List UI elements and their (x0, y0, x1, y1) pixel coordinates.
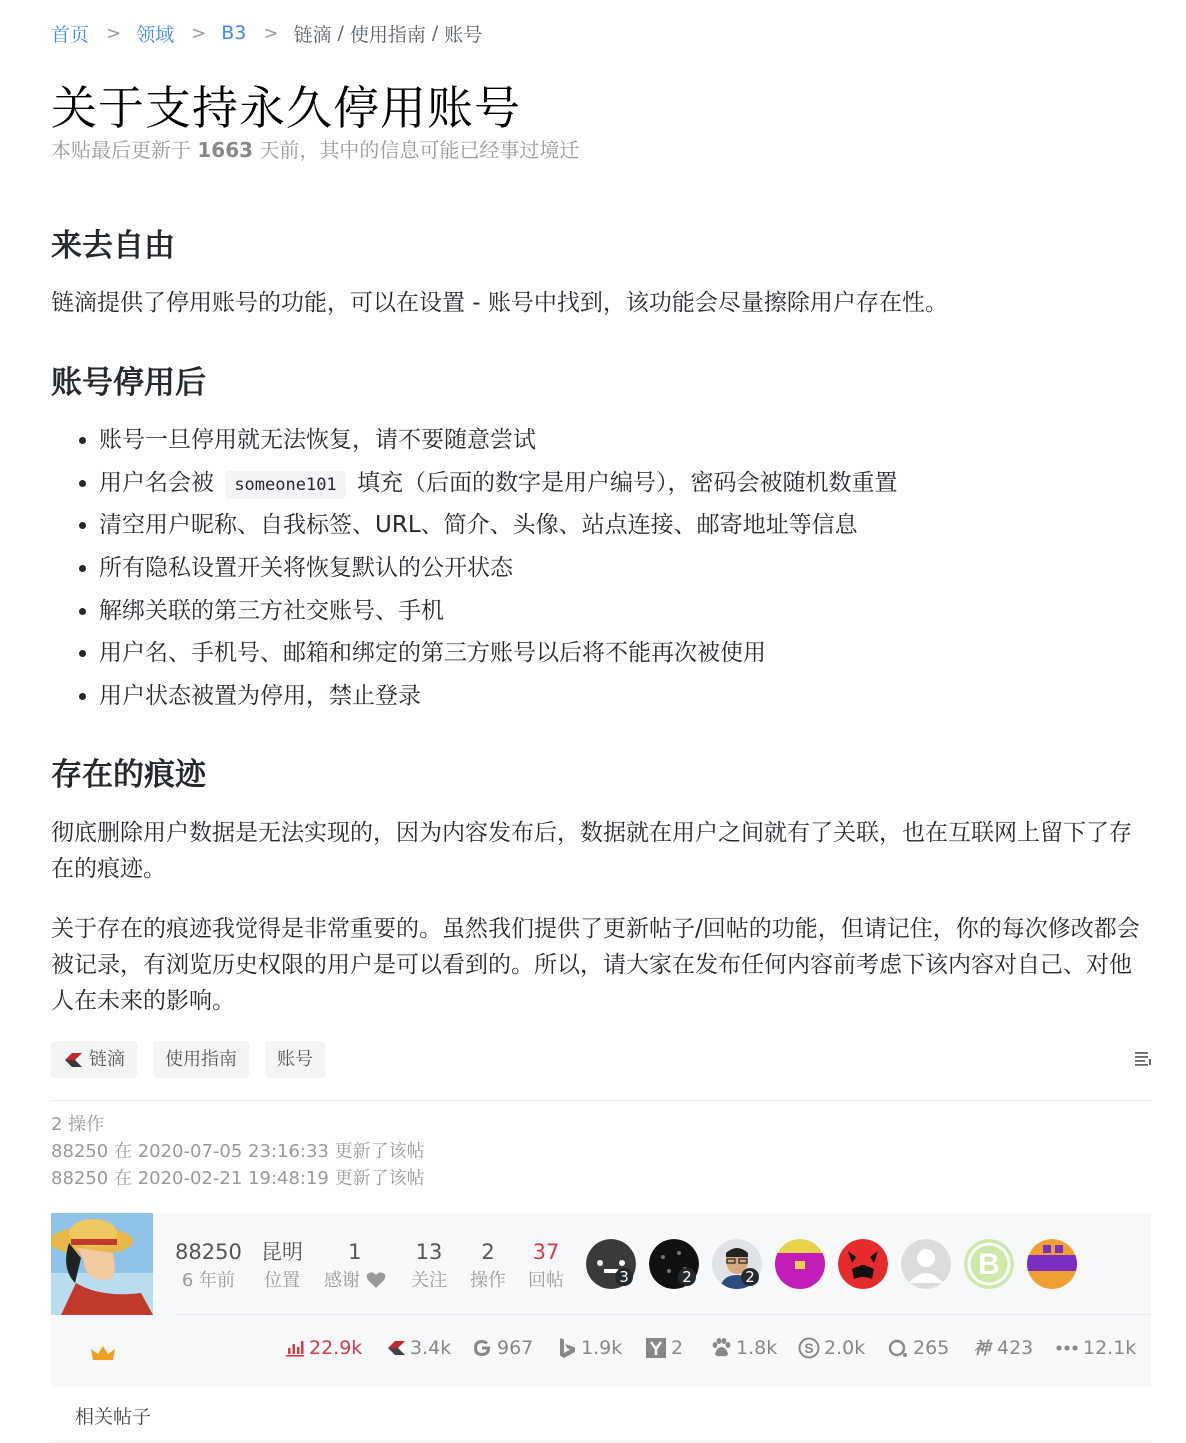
list-item: 所有隐私设置开关将恢复默认的公开状态 (51, 547, 1151, 590)
tag-list (51, 1041, 325, 1078)
metric-shenma[interactable] (971, 1337, 1033, 1359)
metric-value: 22.9k (309, 1337, 363, 1359)
location-label: 位置 (264, 1270, 300, 1291)
participant-reply-count: 3 (615, 1268, 633, 1286)
author-stat-name[interactable] (175, 1237, 242, 1295)
breadcrumb-slash: / (337, 22, 344, 44)
replies-label: 回帖 (528, 1270, 564, 1291)
section-3-paragraph-2: 关于存在的痕迹我觉得是非常重要的。虽然我们提供了更新帖子/回帖的功能，但请记住，你的每次修改都会被记录，有浏览历史权限的用户是可以看到的。所以，请大家在发布任何内容前考虑下该内容对自己、对他人在未来的影响。 (51, 916, 1140, 1014)
metric-value: 1.9k (581, 1337, 623, 1359)
author-stat-thanks[interactable] (324, 1237, 386, 1295)
related-posts-label: 相关帖子 (75, 1406, 152, 1428)
paw-icon (710, 1337, 732, 1359)
metric-value: 967 (497, 1337, 534, 1359)
operation-summary[interactable]: 2 操作 (51, 1114, 105, 1135)
card-divider (175, 1314, 1151, 1315)
author-stat-ops[interactable] (470, 1237, 506, 1295)
thanks-label (324, 1267, 386, 1295)
update-suffix: 天前，其中的信息可能已经事过境迁 (259, 138, 580, 162)
follows-count: 13 (415, 1240, 443, 1264)
breadcrumb-slash: / (431, 22, 439, 44)
section-1-paragraph: 链滴提供了停用账号的功能，可以在设置 - 账号中找到，该功能会尽量擦除用户存在性。 (51, 290, 948, 316)
breadcrumb-domain[interactable]: 领域 (136, 23, 175, 46)
participant-reply-count: 2 (678, 1268, 696, 1286)
list-item-text: 填充（后面的数字是用户编号），密码会被随机数重置 (356, 469, 898, 496)
more-dots-icon (1055, 1343, 1079, 1353)
bing-icon (557, 1337, 577, 1359)
heart-icon (366, 1271, 386, 1289)
list-item (51, 462, 1151, 505)
breadcrumb-home[interactable]: 首页 (51, 23, 90, 46)
list-item-text: 用户名会被 (99, 469, 214, 496)
section-heading-3: 存在的痕迹 (51, 757, 206, 793)
replies-count: 37 (532, 1240, 560, 1264)
deactivation-effects-list (51, 419, 1151, 718)
crown-icon (91, 1345, 115, 1363)
page-title: 关于支持永久停用账号 (51, 81, 521, 135)
author-name[interactable]: 88250 (175, 1240, 242, 1264)
breadcrumb-current-1: 链滴 (293, 23, 332, 46)
author-stat-location (261, 1237, 303, 1295)
metric-value: 1.8k (736, 1337, 778, 1359)
update-prefix: 本贴最后更新于 (51, 138, 191, 162)
participant-reply-count: 2 (741, 1268, 759, 1286)
toc-icon[interactable] (1134, 1049, 1152, 1067)
tag-label: 账号 (277, 1049, 313, 1070)
tag-account[interactable] (265, 1041, 325, 1078)
metric-value: 3.4k (410, 1337, 452, 1359)
list-item: 清空用户昵称、自我标签、URL、简介、头像、站点连接、邮寄地址等信息 (51, 504, 1151, 547)
metric-google[interactable] (471, 1337, 533, 1359)
metric-other[interactable] (1055, 1337, 1136, 1359)
svg-text:B: B (978, 1248, 1000, 1281)
metric-ld[interactable] (386, 1337, 451, 1359)
breadcrumb-separator: > (263, 22, 279, 44)
username-code: someone101 (225, 471, 345, 499)
author-avatar[interactable] (51, 1213, 153, 1315)
follows-label: 关注 (411, 1270, 447, 1291)
participant-avatar[interactable] (838, 1239, 888, 1289)
breadcrumb-separator: > (106, 22, 122, 44)
shenma-icon (971, 1337, 993, 1359)
metric-value: 12.1k (1083, 1337, 1137, 1359)
tag-ld246[interactable] (51, 1041, 137, 1078)
section-heading-2: 账号停用后 (51, 365, 206, 401)
participant-avatar[interactable] (901, 1239, 951, 1289)
thanks-label-text: 感谢 (324, 1270, 360, 1291)
tag-guide[interactable] (153, 1041, 249, 1078)
so360-icon (887, 1337, 909, 1359)
bar-chart-icon (285, 1339, 305, 1357)
metric-value: 2 (671, 1337, 684, 1359)
metric-baidu[interactable] (710, 1337, 777, 1359)
thanks-count: 1 (348, 1240, 362, 1264)
list-item: 用户状态被置为停用，禁止登录 (51, 675, 1151, 718)
operation-entry: 88250 在 2020-07-05 23:16:33 更新了该帖 (51, 1141, 425, 1162)
tag-label: 链滴 (89, 1049, 125, 1070)
list-item: 解绑关联的第三方社交账号、手机 (51, 590, 1151, 633)
operation-entry: 88250 在 2020-02-21 19:48:19 更新了该帖 (51, 1168, 425, 1189)
breadcrumb-current-2: 使用指南 (349, 23, 426, 46)
metric-360[interactable] (887, 1337, 949, 1359)
author-location: 昆明 (261, 1240, 303, 1264)
sogou-icon (798, 1337, 820, 1359)
ops-label: 操作 (470, 1270, 506, 1291)
divider (51, 1100, 1151, 1101)
breadcrumb-separator: > (191, 22, 207, 44)
update-notice (51, 134, 579, 163)
metric-value: 265 (913, 1337, 950, 1359)
author-joined: 6 年前 (181, 1270, 235, 1291)
ops-count: 2 (481, 1240, 495, 1264)
breadcrumb (51, 18, 482, 48)
metric-value: 2.0k (824, 1337, 866, 1359)
google-icon (471, 1337, 493, 1359)
list-item: 用户名、手机号、邮箱和绑定的第三方账号以后将不能再次被使用 (51, 632, 1151, 675)
operation-history (51, 1111, 425, 1192)
author-stat-replies[interactable] (528, 1237, 564, 1295)
list-item: 账号一旦停用就无法恢复，请不要随意尝试 (51, 419, 1151, 462)
metric-value: 423 (997, 1337, 1034, 1359)
related-posts-header (51, 1400, 1151, 1442)
author-stat-follows[interactable] (411, 1237, 447, 1295)
participant-avatar[interactable] (775, 1239, 825, 1289)
ld246-logo-icon (63, 1052, 83, 1068)
metric-sogou[interactable] (798, 1337, 865, 1359)
participant-avatar[interactable] (964, 1239, 1014, 1289)
update-days: 1663 (197, 138, 254, 162)
svg-text:神: 神 (973, 1339, 991, 1359)
metric-bing[interactable] (557, 1337, 622, 1359)
svg-text:S: S (804, 1340, 814, 1356)
breadcrumb-b3[interactable]: B3 (221, 22, 247, 44)
metric-ycombinator[interactable] (645, 1337, 683, 1359)
ld246-logo-icon (386, 1340, 406, 1356)
participant-avatar[interactable] (1027, 1239, 1077, 1289)
section-3-paragraph-1: 彻底删除用户数据是无法实现的，因为内容发布后，数据就在用户之间就有了关联，也在互联网上留下了存在的痕迹。 (51, 820, 1132, 882)
section-heading-1: 来去自由 (51, 228, 175, 264)
ycombinator-icon (645, 1337, 667, 1359)
breadcrumb-current-3: 账号 (444, 23, 483, 46)
author-card (51, 1213, 1151, 1387)
metric-views[interactable] (285, 1337, 362, 1359)
tag-label: 使用指南 (165, 1049, 237, 1070)
